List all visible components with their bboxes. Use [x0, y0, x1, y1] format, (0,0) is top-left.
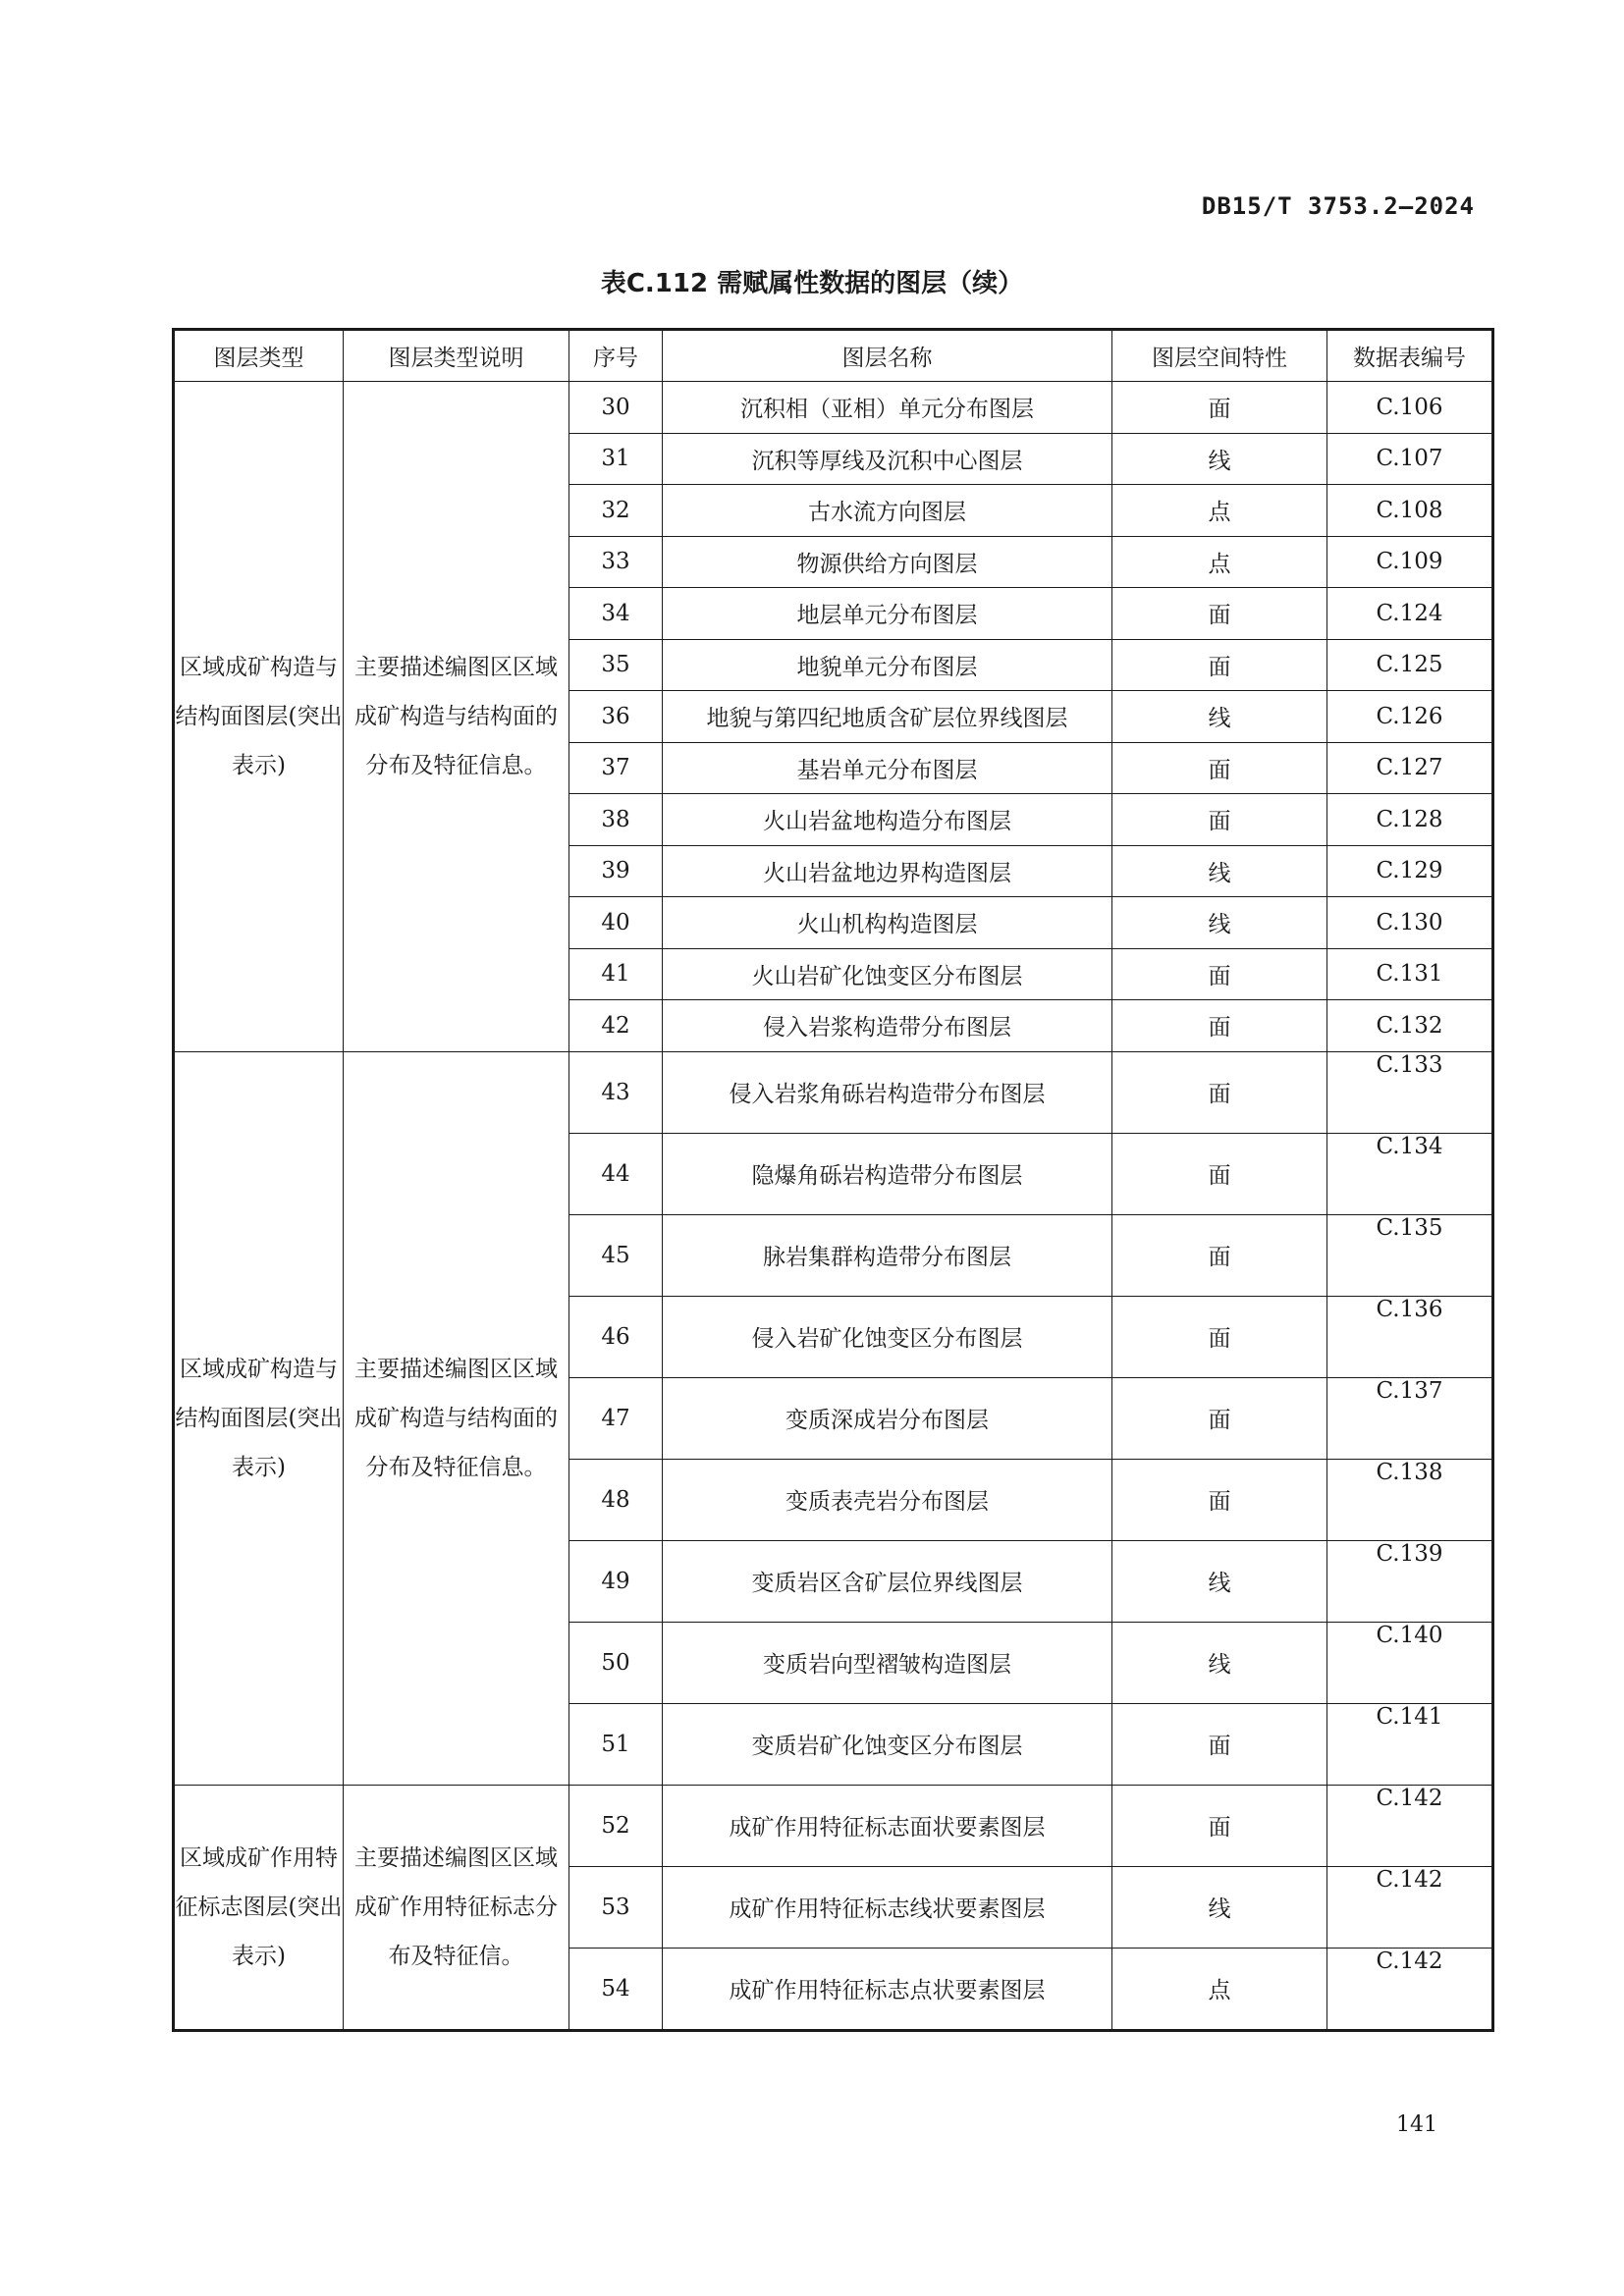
serial-no-cell: 43	[569, 1051, 663, 1133]
table-title: 表C.112 需赋属性数据的图层（续）	[600, 269, 1024, 298]
serial-no-cell: 31	[569, 433, 663, 485]
layer-type-description-cell: 主要描述编图区区域成矿构造与结构面的分布及特征信息。	[344, 1051, 569, 1785]
layer-name-cell: 变质岩区含矿层位界线图层	[663, 1540, 1112, 1622]
spatial-feature-cell: 面	[1112, 1703, 1327, 1785]
layer-name-cell: 变质表壳岩分布图层	[663, 1459, 1112, 1540]
data-table-code-cell: C.131	[1327, 948, 1493, 1000]
layer-type-cell: 区域成矿构造与结构面图层(突出表示)	[174, 1051, 344, 1785]
data-table-code-cell: C.109	[1327, 536, 1493, 588]
layer-name-cell: 火山岩盆地构造分布图层	[663, 794, 1112, 846]
layer-name-cell: 侵入岩浆角砾岩构造带分布图层	[663, 1051, 1112, 1133]
serial-no-cell: 34	[569, 588, 663, 640]
spatial-feature-cell: 面	[1112, 742, 1327, 794]
data-table-code-cell: C.140	[1327, 1622, 1493, 1703]
data-table-code-cell: C.124	[1327, 588, 1493, 640]
data-table-code-cell: C.132	[1327, 1000, 1493, 1052]
spatial-feature-cell: 线	[1112, 897, 1327, 949]
data-table-code-cell: C.126	[1327, 691, 1493, 743]
column-header-serial-no: 序号	[569, 330, 663, 382]
serial-no-cell: 35	[569, 639, 663, 691]
document-code: DB15/T 3753.2—2024	[1201, 192, 1475, 220]
serial-no-cell: 48	[569, 1459, 663, 1540]
data-table-code-cell: C.136	[1327, 1296, 1493, 1377]
serial-no-cell: 38	[569, 794, 663, 846]
layer-name-cell: 火山机构构造图层	[663, 897, 1112, 949]
column-header-layer-type-description: 图层类型说明	[344, 330, 569, 382]
data-table-code-cell: C.137	[1327, 1377, 1493, 1459]
serial-no-cell: 32	[569, 485, 663, 537]
serial-no-cell: 52	[569, 1785, 663, 1866]
layer-name-cell: 地貌与第四纪地质含矿层位界线图层	[663, 691, 1112, 743]
table-body	[174, 382, 1493, 2031]
data-table-code-cell: C.133	[1327, 1051, 1493, 1133]
spatial-feature-cell: 点	[1112, 1948, 1327, 2030]
spatial-feature-cell: 面	[1112, 1133, 1327, 1214]
layer-name-cell: 沉积相（亚相）单元分布图层	[663, 382, 1112, 434]
spatial-feature-cell: 面	[1112, 1051, 1327, 1133]
layer-name-cell: 变质岩矿化蚀变区分布图层	[663, 1703, 1112, 1785]
data-table-code-cell: C.106	[1327, 382, 1493, 434]
layer-name-cell: 基岩单元分布图层	[663, 742, 1112, 794]
serial-no-cell: 53	[569, 1866, 663, 1948]
spatial-feature-cell: 线	[1112, 1866, 1327, 1948]
serial-no-cell: 54	[569, 1948, 663, 2030]
serial-no-cell: 33	[569, 536, 663, 588]
layer-name-cell: 成矿作用特征标志线状要素图层	[663, 1866, 1112, 1948]
serial-no-cell: 41	[569, 948, 663, 1000]
data-table-code-cell: C.107	[1327, 433, 1493, 485]
column-header-layer-name: 图层名称	[663, 330, 1112, 382]
layer-name-cell: 地层单元分布图层	[663, 588, 1112, 640]
spatial-feature-cell: 面	[1112, 1459, 1327, 1540]
data-table-code-cell: C.128	[1327, 794, 1493, 846]
layer-type-description-cell: 主要描述编图区区域成矿构造与结构面的分布及特征信息。	[344, 382, 569, 1052]
data-table-code-cell: C.142	[1327, 1866, 1493, 1948]
serial-no-cell: 51	[569, 1703, 663, 1785]
page-number: 141	[1396, 2112, 1437, 2137]
data-table-code-cell: C.142	[1327, 1948, 1493, 2030]
spatial-feature-cell: 线	[1112, 1622, 1327, 1703]
spatial-feature-cell: 线	[1112, 1540, 1327, 1622]
spatial-feature-cell: 面	[1112, 948, 1327, 1000]
data-table-code-cell: C.134	[1327, 1133, 1493, 1214]
table-row	[174, 382, 1493, 434]
table-row	[174, 1785, 1493, 1866]
serial-no-cell: 44	[569, 1133, 663, 1214]
layer-name-cell: 脉岩集群构造带分布图层	[663, 1214, 1112, 1296]
serial-no-cell: 50	[569, 1622, 663, 1703]
layer-type-cell: 区域成矿作用特征标志图层(突出表示)	[174, 1785, 344, 2030]
layer-type-description-cell: 主要描述编图区区域成矿作用特征标志分布及特征信。	[344, 1785, 569, 2030]
spatial-feature-cell: 面	[1112, 639, 1327, 691]
layer-name-cell: 隐爆角砾岩构造带分布图层	[663, 1133, 1112, 1214]
spatial-feature-cell: 点	[1112, 536, 1327, 588]
layer-name-cell: 物源供给方向图层	[663, 536, 1112, 588]
serial-no-cell: 46	[569, 1296, 663, 1377]
table-row	[174, 1051, 1493, 1133]
data-table-code-cell: C.127	[1327, 742, 1493, 794]
spatial-feature-cell: 面	[1112, 1785, 1327, 1866]
data-table-code-cell: C.135	[1327, 1214, 1493, 1296]
spatial-feature-cell: 线	[1112, 691, 1327, 743]
spatial-feature-cell: 面	[1112, 1214, 1327, 1296]
spatial-feature-cell: 面	[1112, 382, 1327, 434]
column-header-spatial-feature: 图层空间特性	[1112, 330, 1327, 382]
data-table-code-cell: C.108	[1327, 485, 1493, 537]
layer-name-cell: 成矿作用特征标志点状要素图层	[663, 1948, 1112, 2030]
layer-name-cell: 古水流方向图层	[663, 485, 1112, 537]
layer-name-cell: 成矿作用特征标志面状要素图层	[663, 1785, 1112, 1866]
column-header-layer-type: 图层类型	[174, 330, 344, 382]
layer-name-cell: 地貌单元分布图层	[663, 639, 1112, 691]
data-table-code-cell: C.125	[1327, 639, 1493, 691]
spatial-feature-cell: 面	[1112, 1296, 1327, 1377]
data-table-code-cell: C.141	[1327, 1703, 1493, 1785]
serial-no-cell: 45	[569, 1214, 663, 1296]
layer-name-cell: 火山岩盆地边界构造图层	[663, 845, 1112, 897]
spatial-feature-cell: 线	[1112, 845, 1327, 897]
spatial-feature-cell: 线	[1112, 433, 1327, 485]
layer-type-cell: 区域成矿构造与结构面图层(突出表示)	[174, 382, 344, 1052]
spatial-feature-cell: 面	[1112, 794, 1327, 846]
serial-no-cell: 37	[569, 742, 663, 794]
column-header-data-table-code: 数据表编号	[1327, 330, 1493, 382]
spatial-feature-cell: 面	[1112, 1377, 1327, 1459]
serial-no-cell: 42	[569, 1000, 663, 1052]
serial-no-cell: 39	[569, 845, 663, 897]
table-header-row	[174, 330, 1493, 382]
serial-no-cell: 36	[569, 691, 663, 743]
spatial-feature-cell: 面	[1112, 1000, 1327, 1052]
layer-name-cell: 沉积等厚线及沉积中心图层	[663, 433, 1112, 485]
layer-name-cell: 变质深成岩分布图层	[663, 1377, 1112, 1459]
data-table-code-cell: C.139	[1327, 1540, 1493, 1622]
serial-no-cell: 30	[569, 382, 663, 434]
layer-name-cell: 侵入岩浆构造带分布图层	[663, 1000, 1112, 1052]
data-table-code-cell: C.138	[1327, 1459, 1493, 1540]
data-table-code-cell: C.129	[1327, 845, 1493, 897]
spatial-feature-cell: 面	[1112, 588, 1327, 640]
serial-no-cell: 47	[569, 1377, 663, 1459]
data-table-code-cell: C.130	[1327, 897, 1493, 949]
layer-table	[172, 328, 1494, 2032]
data-table-code-cell: C.142	[1327, 1785, 1493, 1866]
layer-name-cell: 火山岩矿化蚀变区分布图层	[663, 948, 1112, 1000]
serial-no-cell: 40	[569, 897, 663, 949]
layer-name-cell: 侵入岩矿化蚀变区分布图层	[663, 1296, 1112, 1377]
serial-no-cell: 49	[569, 1540, 663, 1622]
layer-name-cell: 变质岩向型褶皱构造图层	[663, 1622, 1112, 1703]
spatial-feature-cell: 点	[1112, 485, 1327, 537]
